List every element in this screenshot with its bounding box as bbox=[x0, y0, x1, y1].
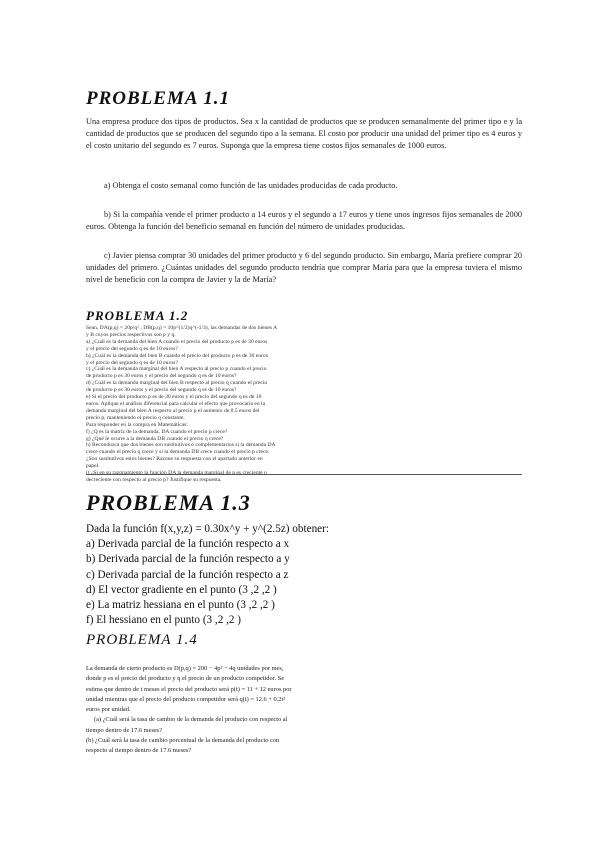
problem-1-3-item: a) Derivada parcial de la función respecto a x bbox=[86, 538, 290, 551]
problem-1-2-body bbox=[86, 325, 522, 484]
problem-1-3-item: f) El hessiano en el punto (3 ,2 ,2 ) bbox=[86, 614, 242, 627]
problem-1-4-line: euros por unidad. bbox=[86, 706, 131, 714]
problem-1-2-line: euros. Aplique el análisis diferencial para calcular el efecto que provocaría en la bbox=[86, 400, 266, 407]
problem-1-2-line: demanda marginal del bien A respecto al precio p el aumento de 0.5 euros del bbox=[86, 407, 260, 414]
problem-1-2-line: crece cuando el precio q crece y si la demanda DB crece cuando el precio p crece. bbox=[86, 449, 270, 456]
problem-1-2-title: PROBLEMA 1.2 bbox=[86, 308, 189, 323]
problem-1-2-line: de producto p es 30 euros y el precio del segundo q es de 10 euros? bbox=[86, 387, 237, 394]
problem-1-2-line: papel. bbox=[86, 463, 100, 470]
problem-1-3-body bbox=[86, 522, 526, 628]
problem-1-2-line: y el precio del segundo q es de 10 euros? bbox=[86, 359, 178, 366]
problem-1-1-intro: Una empresa produce dos tipos de productos. Sea x la cantidad de productos que se producen semanalmente del primer tipo e y la cantidad de productos que se producen del segundo tipo a la semana. El costo por producir una unidad del primer tipo es 4 euros y el costo unitario del segundo es 7 euros. Suponga que la empresa tiene costos fijos semanales de 1000 euros. bbox=[86, 117, 522, 150]
problem-1-4-title: PROBLEMA 1.4 bbox=[86, 632, 198, 648]
problem-1-2-line: decreciente con respecto al precio p? Justifique su respuesta. bbox=[86, 476, 222, 483]
problem-1-2-line: ¿Son sustitutivos estos bienes? Razone su respuesta con el apartado anterior en bbox=[86, 456, 263, 463]
problem-1-4-line: tiempo dentro de 17.6 meses? bbox=[86, 726, 163, 734]
problem-1-2-line: a) ¿Cuál es la demanda del bien A cuando el precio del producto p es de 30 euros bbox=[86, 338, 268, 345]
problem-1-4-line: (b) ¿Cuál será la tasa de cambio porcentual de la demanda del producto con bbox=[86, 737, 280, 745]
problem-1-2-line: f) ¿Q es la matriz de la demanda, DA cuando el precio p crece? bbox=[86, 428, 228, 435]
problem-1-2-line: g) ¿Qué le ocurre a la demanda DB cuando el precio q crece? bbox=[86, 435, 224, 442]
problem-1-4-body bbox=[86, 664, 336, 757]
problem-1-2-line: precio p, manteniendo el precio q constante. bbox=[86, 414, 185, 421]
problem-1-2-line: b) ¿Cuál es la demanda del bien B cuando el precio del producto p es de 30 euros bbox=[86, 352, 268, 359]
problem-1-1-part-b: b) Si la compañía vende el primer producto a 14 euros y el segundo a 17 euros y tiene unos ingresos fijos semanales de 2000 euros. Obtenga la función del beneficio semanal en función del número de unidades producidas. bbox=[86, 210, 522, 231]
problem-1-3-title: PROBLEMA 1.3 bbox=[86, 490, 251, 515]
problem-1-3-item: e) La matriz hessiana en el punto (3 ,2 ,2 ) bbox=[86, 599, 275, 612]
problem-1-1-part-c: c) Javier piensa comprar 30 unidades del primer producto y 6 del segundo producto. Sin embargo, María prefiere comprar 20 unidades del primero. ¿Cuántas unidades del segundo producto tendría que comprar María para que la empresa tuviera el mismo nivel de beneficio con la compra de Javier y la de María? bbox=[86, 251, 522, 284]
problem-1-3-item: c) Derivada parcial de la función respecto a z bbox=[86, 568, 289, 581]
problem-1-3-intro: Dada la función f(x,y,z) = 0.30x^y + y^(2.5z) obtener: bbox=[86, 523, 329, 535]
problem-1-2-line: Sean, DA(p,q) = 20p/q² ; DB(p,q) = 10p^(1/2)q^(-1/3), las demandas de dos bienes A bbox=[86, 325, 278, 331]
problem-1-4-line: La demanda de cierto producto es D(p,q) = 200 − 4p² − 4q unidades por mes, bbox=[86, 665, 284, 672]
problem-1-2-line: Para responder en la compra en Matemáticas: bbox=[86, 421, 188, 428]
problem-1-2-line: y B cuyos precios respectivos son p y q. bbox=[86, 331, 176, 338]
problem-1-2-line: y el precio del segundo q es de 10 euros? bbox=[86, 345, 178, 352]
problem-1-3-item: b) Derivada parcial de la función respecto a y bbox=[86, 553, 290, 566]
problem-1-2-line: h) Reconduzca que dos bienes son sustitutivos o complementarios si la demanda DA bbox=[86, 442, 276, 449]
problem-1-2-line: i) ¿Si en su razonamiento la función DA la demanda marginal de p es creciente o bbox=[86, 470, 267, 477]
problem-1-1-part-a: a) Obtenga el costo semanal como función de las unidades producidas de cada producto. bbox=[104, 181, 398, 190]
problem-1-2-line: c) ¿Cuál es la demanda marginal del bien A respecto al precio p cuando el precio bbox=[86, 366, 267, 373]
problem-1-4-line: donde p es el precio del producto y q el precio de un producto competidor. Se bbox=[86, 675, 285, 683]
problem-1-2-line: e) Si el precio del producto p es de 30 euros y el precio del segundo q es de 10 bbox=[86, 394, 262, 401]
section-divider bbox=[86, 474, 522, 475]
problem-1-3-item: d) El vector gradiente en el punto (3 ,2 ,2 ) bbox=[86, 583, 277, 596]
problem-1-4-line: unidad mientras que el precio del producto competidor será q(t) = 12.6 + 0.2t² bbox=[86, 695, 286, 703]
problem-1-2-line: d) ¿Cuál es la demanda marginal del bien B respecto al precio q cuando el precio bbox=[86, 380, 268, 387]
problem-1-2-line: de producto p es 30 euros y el precio del segundo q es de 10 euros? bbox=[86, 373, 237, 380]
problem-1-4-line: estima que dentro de t meses el precio del producto será p(t) = 11 + 12 euros por bbox=[86, 685, 292, 693]
problem-1-1-title: PROBLEMA 1.1 bbox=[86, 88, 230, 109]
problem-1-4-line: (a) ¿Cuál será la tasa de cambio de la demanda del producto con respecto al bbox=[94, 716, 288, 724]
problem-1-4-line: respecto al tiempo dentro de 17.6 meses? bbox=[86, 747, 192, 755]
